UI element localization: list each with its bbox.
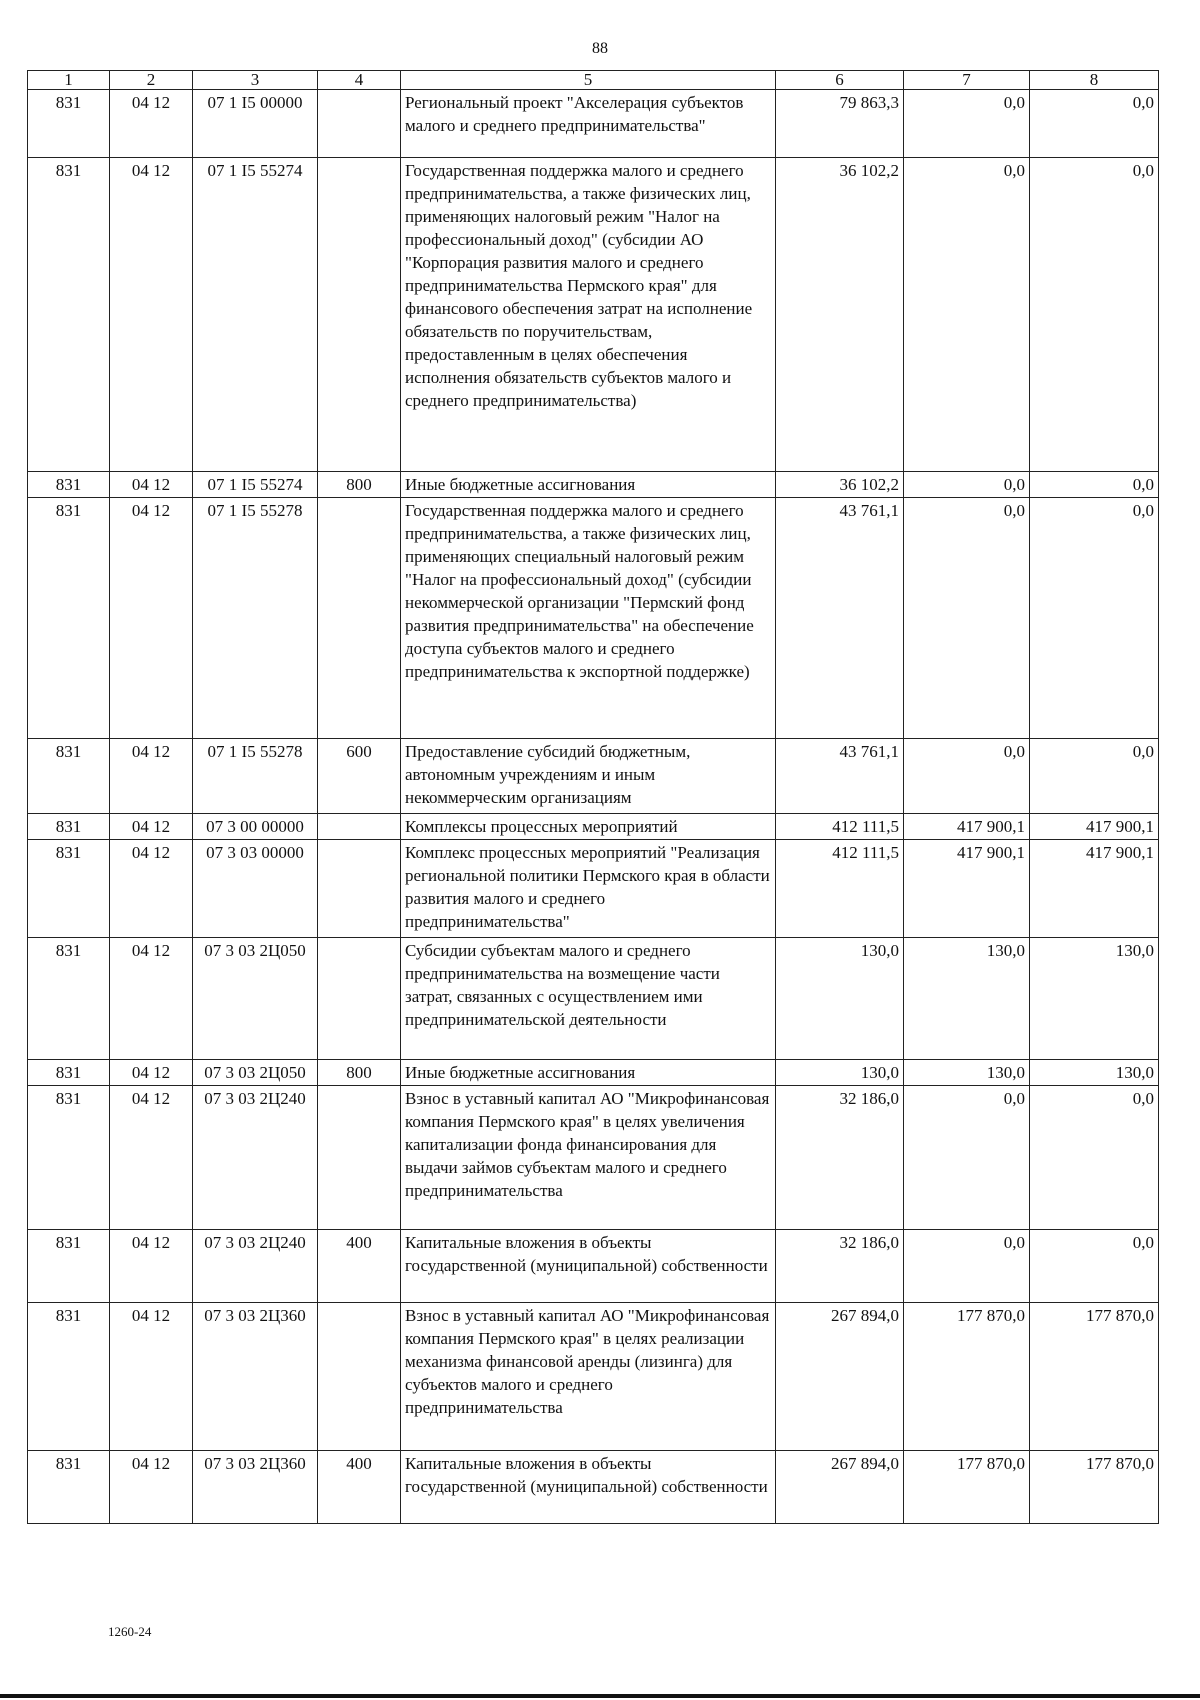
column-header: 6 [776,71,904,90]
cell-admin-code: 831 [28,498,110,739]
cell-amount-year2: 130,0 [904,938,1030,1060]
cell-amount-year1: 43 761,1 [776,739,904,814]
cell-admin-code: 831 [28,472,110,498]
cell-description: Предоставление субсидий бюджетным, автономным учреждениям и иным некоммерческим организациям [401,739,776,814]
cell-section: 04 12 [110,1060,193,1086]
cell-expense-type [318,1086,401,1230]
cell-section: 04 12 [110,498,193,739]
cell-amount-year1: 36 102,2 [776,472,904,498]
cell-target-item: 07 3 03 2Ц050 [193,1060,318,1086]
cell-target-item: 07 1 I5 00000 [193,90,318,158]
cell-expense-type: 400 [318,1230,401,1303]
cell-amount-year3: 417 900,1 [1030,814,1159,840]
cell-expense-type [318,840,401,938]
cell-target-item: 07 3 03 2Ц240 [193,1230,318,1303]
cell-amount-year2: 0,0 [904,1230,1030,1303]
cell-expense-type [318,814,401,840]
cell-admin-code: 831 [28,158,110,472]
cell-amount-year1: 130,0 [776,1060,904,1086]
cell-section: 04 12 [110,472,193,498]
cell-amount-year3: 417 900,1 [1030,840,1159,938]
cell-section: 04 12 [110,158,193,472]
cell-admin-code: 831 [28,1086,110,1230]
cell-admin-code: 831 [28,1451,110,1524]
cell-description: Субсидии субъектам малого и среднего предпринимательства на возмещение части затрат, связанных с осуществлением ими предпринимательской деятельности [401,938,776,1060]
page-number: 88 [592,40,608,57]
cell-amount-year2: 417 900,1 [904,840,1030,938]
cell-amount-year2: 130,0 [904,1060,1030,1086]
cell-section: 04 12 [110,1230,193,1303]
cell-amount-year3: 0,0 [1030,90,1159,158]
cell-admin-code: 831 [28,814,110,840]
cell-description: Иные бюджетные ассигнования [401,472,776,498]
cell-section: 04 12 [110,739,193,814]
cell-admin-code: 831 [28,90,110,158]
cell-amount-year2: 177 870,0 [904,1303,1030,1451]
cell-expense-type [318,498,401,739]
cell-section: 04 12 [110,938,193,1060]
cell-expense-type: 400 [318,1451,401,1524]
cell-amount-year2: 0,0 [904,498,1030,739]
cell-admin-code: 831 [28,1303,110,1451]
cell-expense-type: 800 [318,472,401,498]
table-row [28,498,1159,739]
table-row [28,158,1159,472]
column-header: 1 [28,71,110,90]
cell-amount-year2: 177 870,0 [904,1451,1030,1524]
cell-target-item: 07 3 03 00000 [193,840,318,938]
cell-expense-type [318,938,401,1060]
column-header: 4 [318,71,401,90]
cell-target-item: 07 1 I5 55278 [193,739,318,814]
cell-description: Взнос в уставный капитал АО "Микрофинансовая компания Пермского края" в целях реализации механизма финансовой аренды (лизинга) для субъектов малого и среднего предпринимательства [401,1303,776,1451]
cell-target-item: 07 3 03 2Ц240 [193,1086,318,1230]
cell-amount-year1: 36 102,2 [776,158,904,472]
cell-amount-year3: 0,0 [1030,1230,1159,1303]
cell-description: Государственная поддержка малого и среднего предпринимательства, а также физических лиц, применяющих специальный налоговый режим "Налог на профессиональный доход" (субсидии некоммерческой организации "Пермский фонд развития предпринимательства" на обеспечение доступа субъектов малого и среднего предпринимательства к экспортной поддержке) [401,498,776,739]
cell-amount-year3: 177 870,0 [1030,1451,1159,1524]
table-row [28,840,1159,938]
cell-amount-year2: 417 900,1 [904,814,1030,840]
cell-admin-code: 831 [28,1060,110,1086]
cell-target-item: 07 1 I5 55278 [193,498,318,739]
cell-description: Региональный проект "Акселерация субъектов малого и среднего предпринимательства" [401,90,776,158]
cell-amount-year2: 0,0 [904,1086,1030,1230]
cell-target-item: 07 3 03 2Ц360 [193,1303,318,1451]
cell-amount-year3: 0,0 [1030,1086,1159,1230]
cell-amount-year3: 0,0 [1030,739,1159,814]
cell-expense-type [318,1303,401,1451]
cell-description: Капитальные вложения в объекты государственной (муниципальной) собственности [401,1451,776,1524]
cell-target-item: 07 1 I5 55274 [193,158,318,472]
cell-section: 04 12 [110,814,193,840]
cell-description: Иные бюджетные ассигнования [401,1060,776,1086]
table-row [28,1060,1159,1086]
cell-expense-type [318,158,401,472]
table-row [28,938,1159,1060]
cell-amount-year1: 267 894,0 [776,1451,904,1524]
cell-target-item: 07 3 00 00000 [193,814,318,840]
cell-amount-year1: 43 761,1 [776,498,904,739]
cell-description: Государственная поддержка малого и среднего предпринимательства, а также физических лиц, применяющих налоговый режим "Налог на профессиональный доход" (субсидии АО "Корпорация развития малого и среднего предпринимательства Пермского края" для финансового обеспечения затрат на исполнение обязательств по поручительствам, предоставленным в целях обеспечения исполнения обязательств субъектов малого и среднего предпринимательства) [401,158,776,472]
table-row [28,1451,1159,1524]
cell-expense-type: 600 [318,739,401,814]
cell-amount-year2: 0,0 [904,739,1030,814]
column-header: 3 [193,71,318,90]
cell-amount-year2: 0,0 [904,472,1030,498]
cell-description: Взнос в уставный капитал АО "Микрофинансовая компания Пермского края" в целях увеличения капитализации фонда финансирования для выдачи займов субъектам малого и среднего предпринимательства [401,1086,776,1230]
cell-amount-year3: 130,0 [1030,938,1159,1060]
cell-section: 04 12 [110,1086,193,1230]
table-row [28,814,1159,840]
table-row [28,1230,1159,1303]
header-row [28,71,1159,90]
cell-description: Капитальные вложения в объекты государственной (муниципальной) собственности [401,1230,776,1303]
cell-section: 04 12 [110,840,193,938]
cell-section: 04 12 [110,90,193,158]
cell-amount-year1: 130,0 [776,938,904,1060]
column-header: 7 [904,71,1030,90]
cell-amount-year2: 0,0 [904,90,1030,158]
cell-amount-year1: 267 894,0 [776,1303,904,1451]
table-row [28,90,1159,158]
cell-amount-year3: 177 870,0 [1030,1303,1159,1451]
cell-description: Комплекс процессных мероприятий "Реализация региональной политики Пермского края в области развития малого и среднего предпринимательства" [401,840,776,938]
cell-amount-year3: 0,0 [1030,472,1159,498]
cell-section: 04 12 [110,1303,193,1451]
table-row [28,1086,1159,1230]
cell-amount-year1: 79 863,3 [776,90,904,158]
cell-amount-year2: 0,0 [904,158,1030,472]
cell-amount-year3: 130,0 [1030,1060,1159,1086]
cell-admin-code: 831 [28,840,110,938]
cell-description: Комплексы процессных мероприятий [401,814,776,840]
cell-amount-year3: 0,0 [1030,158,1159,472]
cell-expense-type: 800 [318,1060,401,1086]
cell-expense-type [318,90,401,158]
cell-admin-code: 831 [28,739,110,814]
cell-target-item: 07 1 I5 55274 [193,472,318,498]
column-header: 8 [1030,71,1159,90]
document-code: 1260-24 [108,1624,152,1639]
table-row [28,1303,1159,1451]
page-bottom-border [0,1694,1200,1698]
table-row [28,472,1159,498]
table-row [28,739,1159,814]
column-header: 2 [110,71,193,90]
budget-table [27,70,1159,1524]
cell-amount-year3: 0,0 [1030,498,1159,739]
cell-admin-code: 831 [28,1230,110,1303]
cell-amount-year1: 412 111,5 [776,840,904,938]
cell-amount-year1: 412 111,5 [776,814,904,840]
cell-target-item: 07 3 03 2Ц360 [193,1451,318,1524]
cell-admin-code: 831 [28,938,110,1060]
cell-amount-year1: 32 186,0 [776,1230,904,1303]
cell-target-item: 07 3 03 2Ц050 [193,938,318,1060]
column-header: 5 [401,71,776,90]
cell-amount-year1: 32 186,0 [776,1086,904,1230]
cell-section: 04 12 [110,1451,193,1524]
